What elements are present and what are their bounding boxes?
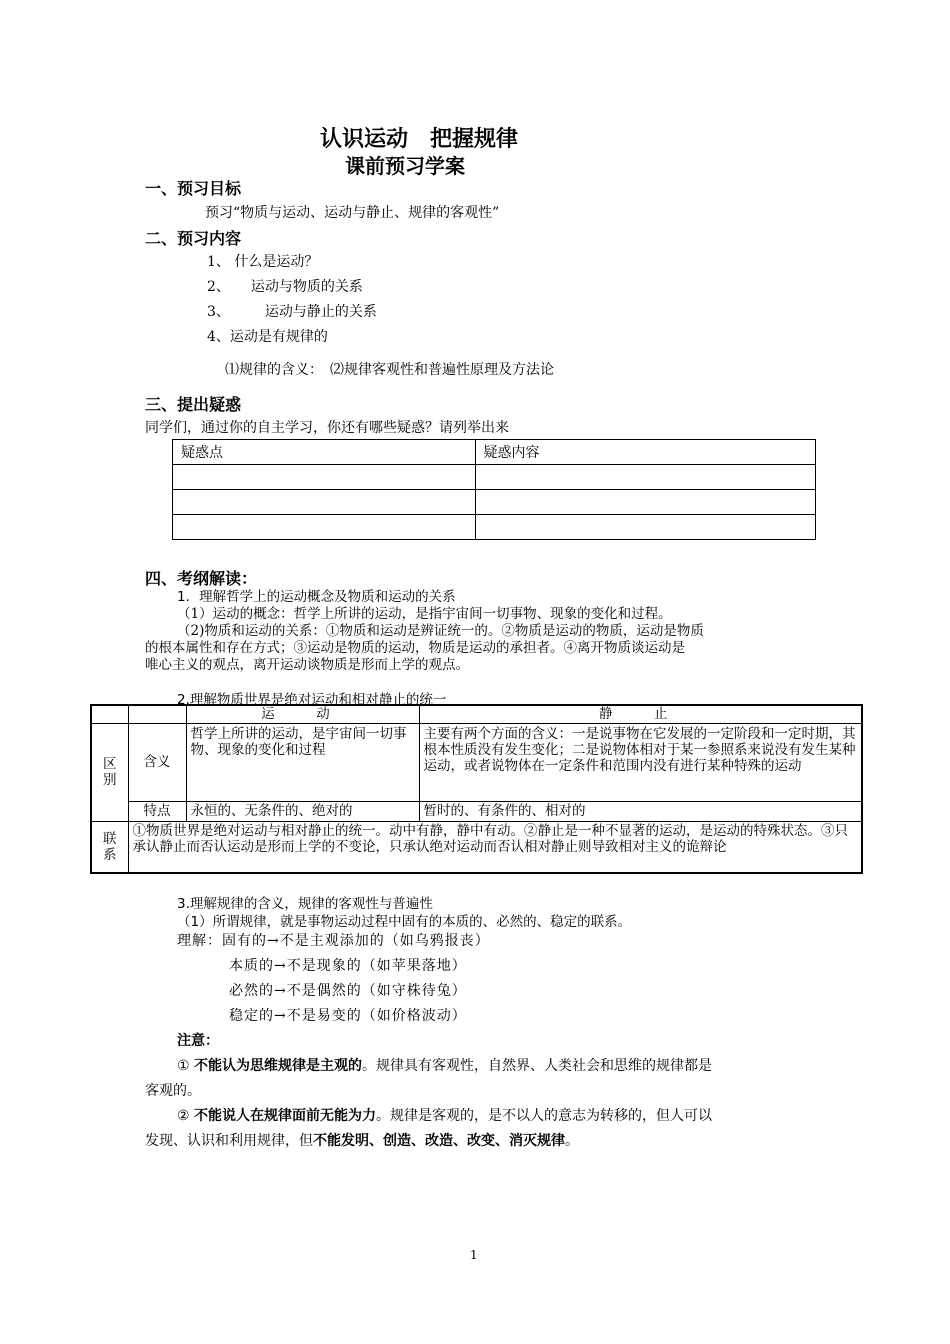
doubt-cell[interactable] xyxy=(173,465,476,490)
section-heading-doubts: 三、提出疑惑 xyxy=(145,395,242,414)
note-1-bold: 不能认为思维规律是主观的 xyxy=(194,1058,363,1074)
content-subitems: ⑴规律的含义： ⑵规律客观性和普遍性原理及方法论 xyxy=(225,362,554,378)
header-rest: 静 止 xyxy=(419,705,862,723)
section-heading-goals: 一、预习目标 xyxy=(145,179,242,198)
doubts-header-content: 疑惑内容 xyxy=(475,440,815,465)
motion-rest-table xyxy=(90,704,863,874)
doubt-cell[interactable] xyxy=(475,490,815,515)
understanding-line-2: 本质的→不是现象的（如苹果落地） xyxy=(229,958,467,974)
doubts-intro: 同学们，通过你的自主学习，你还有哪些疑惑？请列举出来 xyxy=(145,420,509,436)
table-row xyxy=(173,515,816,540)
content-item-2: 2、 运动与物质的关系 xyxy=(207,279,363,295)
doubts-header-point: 疑惑点 xyxy=(173,440,476,465)
note-1-rest: 。规律具有客观性，自然界、人类社会和思维的规律都是 xyxy=(362,1058,713,1074)
understanding-line-4: 稳定的→不是易变的（如价格波动） xyxy=(229,1008,467,1024)
link-text: ①物质世界是绝对运动与相对静止的统一。动中有静，静中有动。②静止是一种不显著的运动，是运动的特殊状态。③只承认静止而否认运动是形而上学的不变论，只承认绝对运动而否认相对静止则导致相对主义的诡辩论 xyxy=(128,821,862,873)
row-label-link: 联系 xyxy=(91,821,128,873)
note-label: 注意： xyxy=(177,1033,219,1049)
note-2-bold: 不能说人在规律面前无能为力 xyxy=(194,1108,377,1124)
note-2-continued xyxy=(145,1130,579,1150)
point1-title: 1．理解哲学上的运动概念及物质和运动的关系 xyxy=(177,589,456,605)
meaning-rest: 主要有两个方面的含义：一是说事物在它发展的一定阶段和一定时期，其根本性质没有发生变化；二是说物体相对于某一参照系来说没有发生某种运动，或者说物体在一定条件和范围内没有进行某种特殊的运动 xyxy=(419,723,862,801)
doubt-cell[interactable] xyxy=(475,465,815,490)
page-title: 认识运动 把握规律 xyxy=(320,127,519,152)
understanding-line-3: 必然的→不是偶然的（如守株待兔） xyxy=(229,983,467,999)
table-row xyxy=(173,465,816,490)
circle-number-2: ② xyxy=(177,1108,190,1124)
note-1 xyxy=(177,1055,712,1075)
page-subtitle: 课前预习学案 xyxy=(345,154,465,178)
understanding-line-1: 理解：固有的→不是主观添加的（如乌鸦报丧） xyxy=(177,933,490,949)
point1-line-1: （1）运动的概念：哲学上所讲的运动，是指宇宙间一切事物、现象的变化和过程。 xyxy=(177,606,672,622)
note-1-continued: 客观的。 xyxy=(145,1083,201,1099)
point1-line-4: 唯心主义的观点，离开运动谈物质是形而上学的观点。 xyxy=(145,657,469,673)
goals-text: 预习“物质与运动、运动与静止、规律的客观性” xyxy=(205,205,500,221)
table-row xyxy=(173,490,816,515)
feature-motion: 永恒的、无条件的、绝对的 xyxy=(186,801,419,821)
circle-number-1: ① xyxy=(177,1058,190,1074)
doubts-table xyxy=(172,439,816,540)
page-number: 1 xyxy=(470,1248,478,1262)
doubt-cell[interactable] xyxy=(173,515,476,540)
point1-line-3: 的根本属性和存在方式；③运动是物质的运动，物质是运动的承担者。④离开物质谈运动是 xyxy=(145,640,685,656)
point3-title: 3.理解规律的含义，规律的客观性与普遍性 xyxy=(177,896,433,912)
note-2-cont-a: 发现、认识和利用规律，但 xyxy=(145,1133,313,1149)
point1-line-2: （2)物质和运动的关系：①物质和运动是辨证统一的。②物质是运动的物质，运动是物质 xyxy=(177,623,704,639)
section-heading-content: 二、预习内容 xyxy=(145,229,242,248)
row-label-meaning: 含义 xyxy=(128,723,186,801)
content-item-3: 3、 运动与静止的关系 xyxy=(207,304,377,320)
header-motion: 运 动 xyxy=(186,705,419,723)
note-2-rest: 。规律是客观的，是不以人的意志为转移的，但人可以 xyxy=(376,1108,713,1124)
doubt-cell[interactable] xyxy=(173,490,476,515)
section-heading-syllabus: 四、考纲解读： xyxy=(145,569,258,588)
point3-definition: （1）所谓规律，就是事物运动过程中固有的本质的、必然的、稳定的联系。 xyxy=(177,914,632,930)
row-label-feature: 特点 xyxy=(128,801,186,821)
content-item-4: 4、运动是有规律的 xyxy=(207,329,328,345)
row-label-difference: 区别 xyxy=(91,723,128,821)
note-2-cont-bold: 不能发明、创造、改造、改变、消灭规律 xyxy=(313,1133,565,1149)
note-2-cont-b: 。 xyxy=(565,1133,579,1149)
feature-rest: 暂时的、有条件的、相对的 xyxy=(419,801,862,821)
doubt-cell[interactable] xyxy=(475,515,815,540)
note-2 xyxy=(177,1105,712,1125)
content-item-1: 1、 什么是运动？ xyxy=(207,254,319,270)
point2-title: 2.理解物质世界是绝对运动和相对静止的统一 xyxy=(177,692,447,708)
meaning-motion: 哲学上所讲的运动，是宇宙间一切事物、现象的变化和过程 xyxy=(186,723,419,801)
